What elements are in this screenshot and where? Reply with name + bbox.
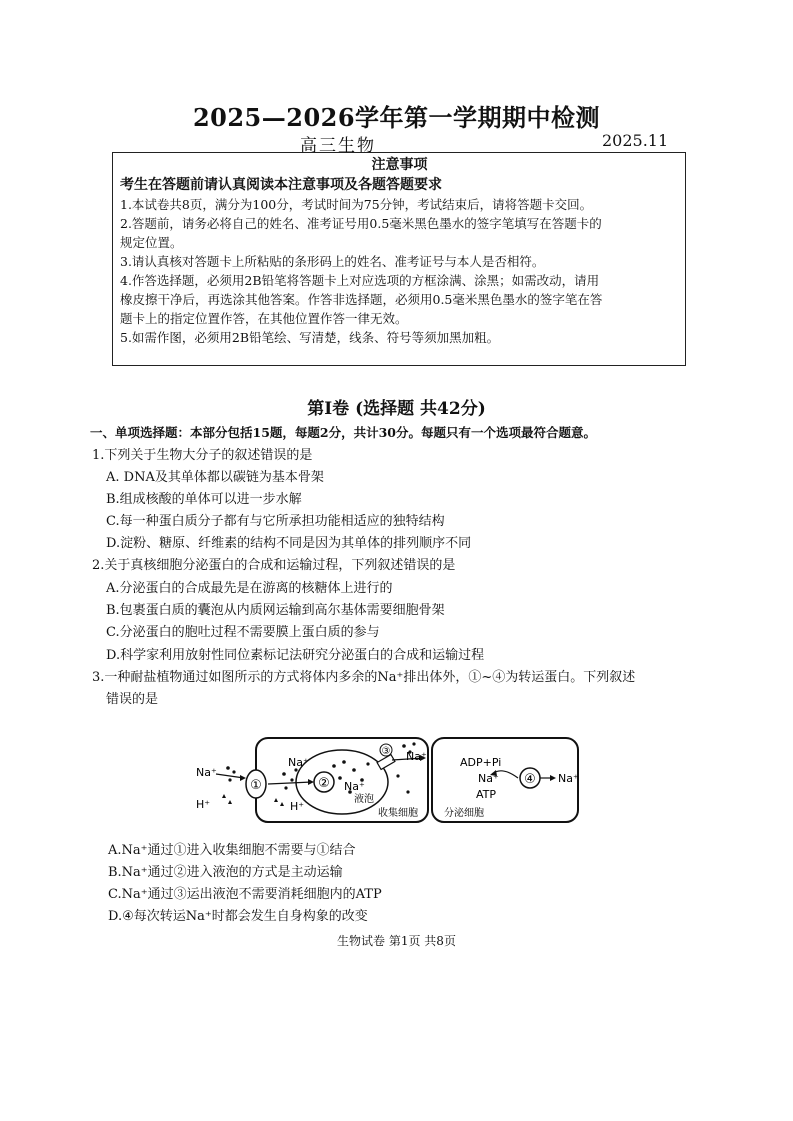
- vacuole-label: 液泡: [354, 794, 374, 805]
- notice-box: [112, 152, 686, 366]
- transporter-3-label: ③: [381, 746, 391, 757]
- notice-line: 1.本试卷共8页，满分为100分，考试时间为75分钟，考试结束后，请将答题卡交回。: [120, 197, 593, 212]
- arrow-head: [550, 775, 556, 781]
- exam-date: 2025.11: [602, 131, 669, 150]
- arrow-head: [308, 779, 314, 785]
- exam-title: 2025—2026学年第一学期期中检测: [192, 103, 601, 132]
- na-top-label: Na⁺: [288, 756, 309, 769]
- question-3-stem: 3.一种耐盐植物通过如图所示的方式将体内多余的Na⁺排出体外，①~④为转运蛋白。下列叙述: [92, 670, 636, 685]
- notice-heading: 注意事项: [371, 157, 428, 173]
- na-channel-label: Na⁺: [406, 750, 427, 763]
- question-3-stem-cont: 错误的是: [106, 692, 159, 707]
- na-vacuole-label: Na⁺: [344, 780, 365, 793]
- notice-subheading: 考生在答题前请认真阅读本注意事项及各题答题要求: [120, 177, 442, 193]
- transporter-4-label: ④: [524, 772, 536, 787]
- notice-line: 2.答题前，请务必将自己的姓名、准考证号用0.5毫米黑色墨水的签字笔填写在答题卡的: [120, 216, 602, 231]
- notice-line: 规定位置。: [120, 235, 183, 250]
- part-instructions: 一、单项选择题：本部分包括15题，每题2分，共计30分。每题只有一个选项最符合题意。: [90, 425, 596, 440]
- arrow-head: [240, 775, 246, 781]
- adp-label: ADP+Pi: [460, 756, 502, 769]
- question-2-option-d: D.科学家利用放射性同位素标记法研究分泌蛋白的合成和运输过程: [106, 648, 485, 663]
- question-1-option-d: D.淀粉、糖原、纤维素的结构不同是因为其单体的排列顺序不同: [106, 536, 472, 551]
- na-transport-diagram: [192, 734, 592, 826]
- section-title: 第I卷 (选择题 共42分): [307, 399, 486, 419]
- question-3-option-c: C.Na⁺通过③运出液泡不需要消耗细胞内的ATP: [108, 887, 382, 902]
- arrow-na-in: [216, 774, 244, 778]
- question-2-option-a: A.分泌蛋白的合成最先是在游离的核糖体上进行的: [106, 581, 393, 596]
- h-left-label: H⁺: [196, 798, 211, 811]
- na-mid-label: Na⁺: [478, 772, 499, 785]
- question-1-option-c: C.每一种蛋白质分子都有与它所承担功能相适应的独特结构: [106, 514, 445, 529]
- na-left-label: Na⁺: [196, 766, 217, 779]
- notice-line: 3.请认真核对答题卡上所粘贴的条形码上的姓名、准考证号与本人是否相符。: [120, 254, 545, 269]
- atp-label: ATP: [476, 788, 497, 801]
- notice-line: 橡皮擦干净后，再选涂其他答案。作答非选择题，必须用0.5毫米黑色墨水的签字笔在答: [120, 292, 603, 307]
- arrow-to-vacuole: [268, 782, 312, 784]
- question-3-option-b: B.Na⁺通过②进入液泡的方式是主动运输: [108, 865, 343, 880]
- h-bottom-label: H⁺: [290, 800, 305, 813]
- notice-line: 题卡上的指定位置作答，在其他位置作答一律无效。: [120, 311, 408, 326]
- question-3-option-d: D.④每次转运Na⁺时都会发生自身构象的改变: [108, 909, 368, 924]
- transporter-1-label: ①: [250, 778, 262, 793]
- question-2-option-c: C.分泌蛋白的胞吐过程不需要膜上蛋白质的参与: [106, 625, 380, 640]
- question-1-option-a: A. DNA及其单体都以碳链为基本骨架: [106, 470, 324, 485]
- question-3-option-a: A.Na⁺通过①进入收集细胞不需要与①结合: [108, 843, 356, 858]
- na-right-label: Na⁺: [558, 772, 579, 785]
- question-2-stem: 2.关于真核细胞分泌蛋白的合成和运输过程，下列叙述错误的是: [92, 558, 456, 573]
- question-1-option-b: B.组成核酸的单体可以进一步水解: [106, 492, 302, 507]
- exam-subject: 高三生物: [300, 136, 376, 156]
- notice-line: 5.如需作图，必须用2B铅笔绘、写清楚，线条、符号等须加黑加粗。: [120, 330, 500, 345]
- secretory-cell-label: 分泌细胞: [444, 808, 484, 819]
- transporter-2-label: ②: [318, 776, 330, 791]
- question-2-option-b: B.包裹蛋白质的囊泡从内质网运输到高尔基体需要细胞骨架: [106, 603, 445, 618]
- collecting-cell-label: 收集细胞: [378, 808, 418, 819]
- notice-line: 4.作答选择题，必须用2B铅笔将答题卡上对应选项的方框涂满、涂黑；如需改动，请用: [120, 273, 600, 288]
- page-footer: 生物试卷 第1页 共8页: [337, 934, 456, 948]
- question-1-stem: 1.下列关于生物大分子的叙述错误的是: [92, 448, 313, 463]
